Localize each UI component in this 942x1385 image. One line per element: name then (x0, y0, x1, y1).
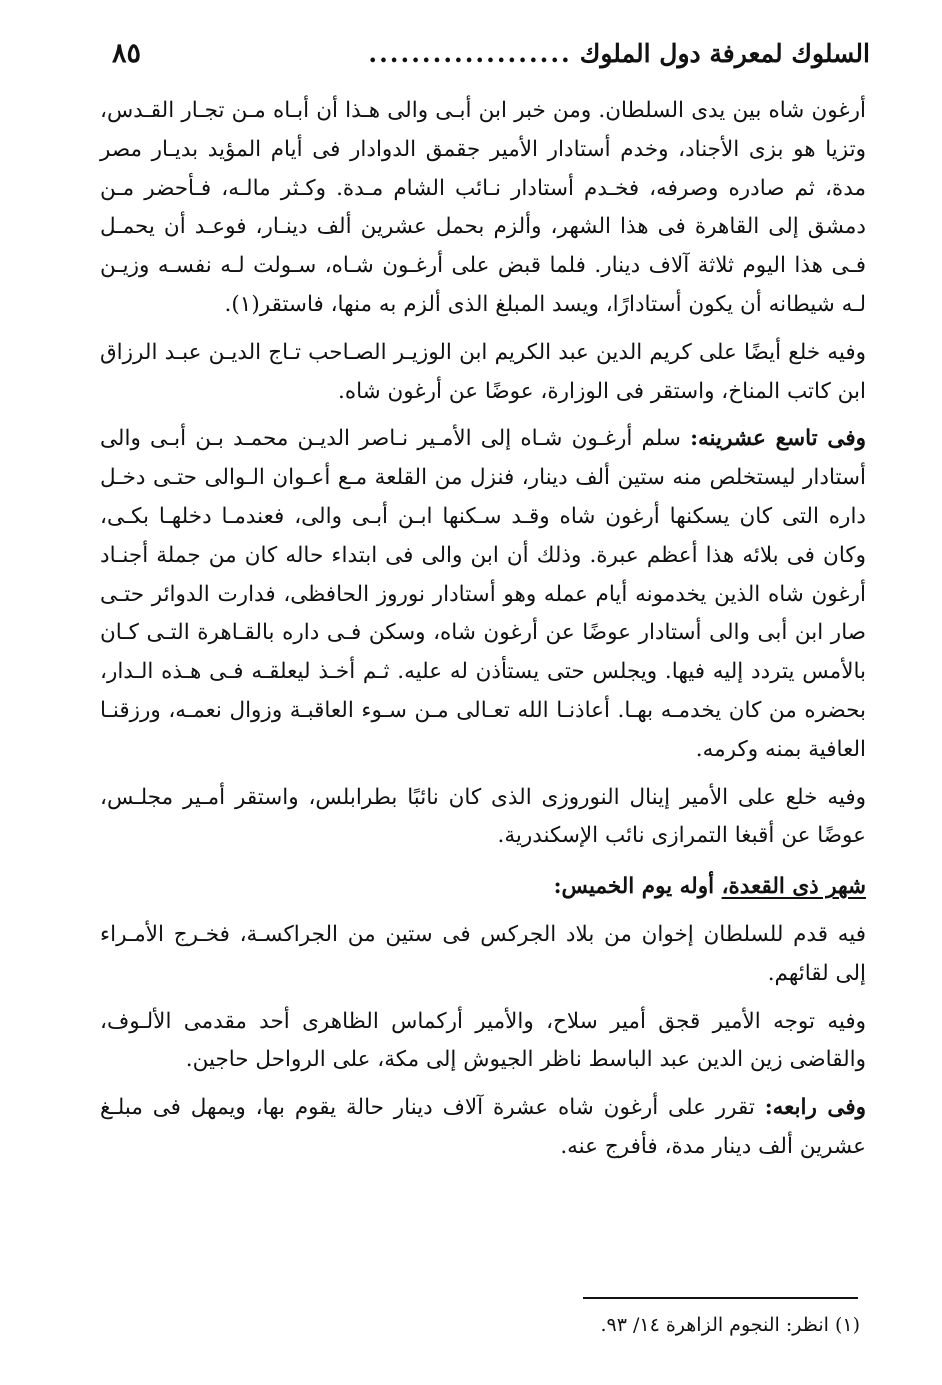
paragraph-lead: وفى تاسع عشرينه: (690, 426, 866, 452)
paragraph-lead: وفى رابعه: (764, 1095, 866, 1121)
paragraph-text: وفيه توجه الأمير قجق أمير سلاح، والأمير أركماس الظاهرى أحد مقدمى الألـوف، والقاضى زين الدين عبد الباسط ناظر الجيوش إلى مكة، على الرواحل حاجين. (100, 1008, 866, 1073)
header-leader-dots: ................... (368, 39, 572, 68)
paragraph-text: تقرر على أرغون شاه عشرة آلاف دينار حالة يقوم بها، ويمهل فى مبلـغ عشرين ألف دينار مدة، فأفرج عنه. (100, 1095, 866, 1159)
paragraph (100, 916, 866, 994)
footnote-divider (583, 1297, 858, 1299)
running-header (112, 38, 870, 78)
paragraph-text: فيه قدم للسلطان إخوان من بلاد الجركس فى ستين من الجراكسـة، فخـرج الأمـراء إلى لقائهم. (100, 921, 866, 986)
paragraph-text: وفيه خلع أيضًا على كريم الدين عبد الكريم ابن الوزيـر الصـاحب تـاج الديـن عبـد الرزاق ابن كاتب المناخ، واستقر فى الوزارة، عوضًا عن أرغون شاه. (100, 339, 866, 404)
paragraph-text: أرغون شاه بين يدى السلطان. ومن خبر ابن أبـى والى هـذا أن أبـاه مـن تجـار القـدس، وتزيا هو بزى الأجناد، وخدم أستادار الأمير جقمق الدوادار فى أيام المؤيد بديـار مصر مدة، ثم صادره وصرفه، فخـدم أستادار نـائب الشام مـدة. وكـثر مالـه، فـأحضر مـن دمشق إلى القاهرة فى هذا الشهر، وألزم بحمل عشرين ألف دينـار، فوعـد أن يحمـل فـى هذا اليوم ثلاثة آلاف دينار. فلما قبض على أرغـون شـاه، سـولت لـه نفسـه وزيـن لـه شيطانه أن يكون أستادارًا، ويسد المبلغ الذى ألزم به منها، فاستقر(١). (100, 98, 866, 317)
paragraph (100, 1003, 866, 1081)
section-heading-month: شهر ذى القعدة، (721, 874, 866, 900)
header-title: السلوك لمعرفة دول الملوك (579, 39, 870, 68)
footnote (600, 1310, 860, 1340)
main-text-block (100, 92, 866, 1167)
page-number: ٨٥ (112, 38, 142, 69)
paragraph (100, 1089, 866, 1167)
section-heading (100, 868, 866, 907)
paragraph (100, 92, 866, 325)
paragraph (100, 420, 866, 769)
paragraph-text: وفيه خلع على الأمير إينال النوروزى الذى كان نائبًا بطرابلس، واستقر أمـير مجلـس، عوضًا عن أقبغا التمرازى نائب الإسكندرية. (100, 784, 866, 849)
paragraph-text: سلم أرغـون شـاه إلى الأمـير نـاصر الديـن محمـد بـن أبـى والى أستادار ليستخلص منه ستين ألف دينار، فنزل من القلعة مـع أعـوان الـوالى حتـى دخـل داره التى كان يسكنها أرغون شاه وقـد سـكنها ابـن أبـى والى، فعندمـا دخلهـا بكـى، وكان فى بلائه هذا أعظم عبرة. وذلك أن ابن والى فى ابتداء حاله كان من جملة أجنـاد أرغون شاه الذين يخدمونه أيام عمله وهو أستادار نوروز الحافظى، فدارت الدوائر حتـى صار ابن أبى والى أستادار عوضًا عن أرغون شاه، وسكن فـى داره بالقـاهرة التـى كـان بالأمس يتردد إليه فيها. ويجلس حتى يستأذن له عليه. ثـم أخـذ ليعلقـه فـى هـذه الـدار، بحضره من كان يخدمـه بهـا. أعاذنـا الله تعـالى مـن سـوء العاقبـة وزوال نعمـه، ورزقنـا العافية بمنه وكرمه. (100, 426, 866, 762)
paragraph (100, 779, 866, 857)
paragraph (100, 334, 866, 412)
section-heading-rest: أوله يوم الخميس: (553, 874, 722, 900)
footnote-text: (١) انظر: النجوم الزاهرة ١٤/ ٩٣. (600, 1314, 860, 1336)
